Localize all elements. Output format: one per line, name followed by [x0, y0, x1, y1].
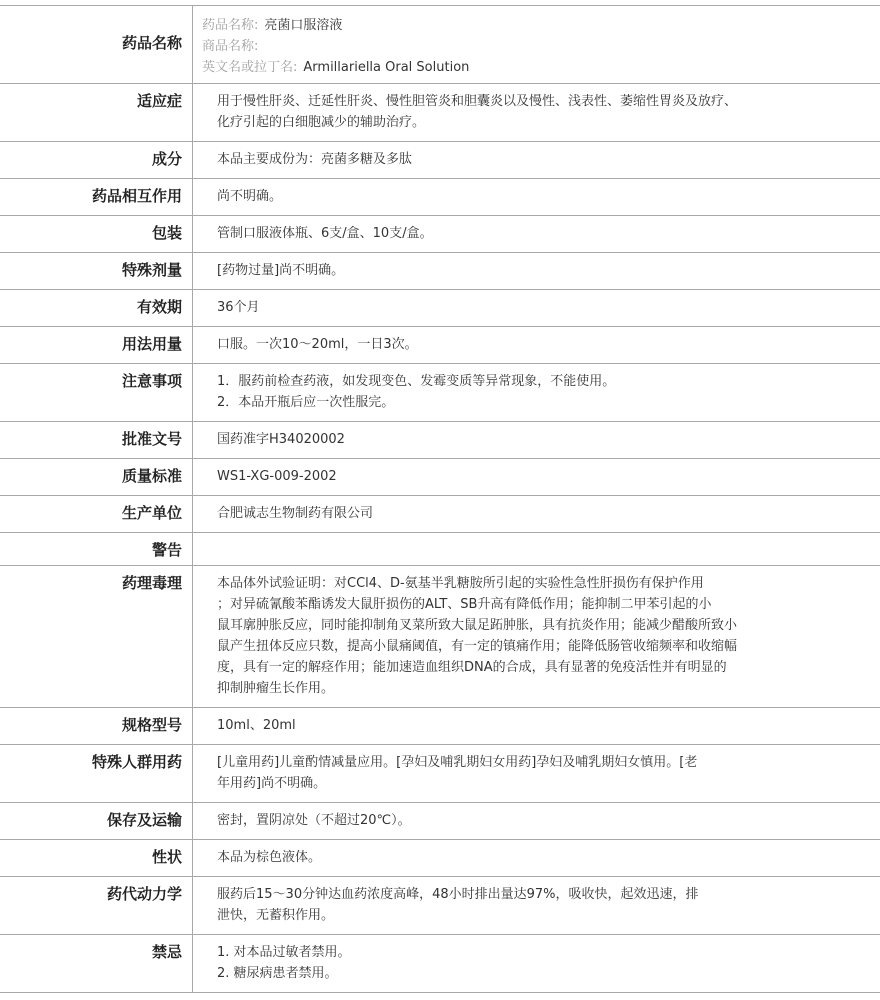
value-line: 本品主要成份为：亮菌多糖及多肽: [217, 152, 413, 167]
trade-name-key: 商品名称:: [202, 39, 259, 54]
row-value: [192, 84, 880, 141]
value-line: 1．服药前检查药液，如发现变色、发霉变质等异常现象，不能使用。: [217, 374, 616, 389]
row-value: [192, 327, 880, 363]
row-value: [192, 566, 880, 707]
row-value: [192, 422, 880, 458]
table-row: [0, 707, 880, 744]
row-value: [192, 877, 880, 934]
table-row: [0, 252, 880, 289]
table-row: [0, 458, 880, 495]
generic-name-line: [202, 15, 880, 36]
table-row: [0, 215, 880, 252]
row-value: [192, 459, 880, 495]
table-row: [0, 744, 880, 802]
row-label: 保存及运输: [106, 811, 182, 829]
row-label: 特殊人群用药: [91, 753, 182, 771]
value-line: 1. 对本品过敏者禁用。: [217, 945, 351, 960]
value-line: 10ml、20ml: [217, 718, 296, 733]
row-label: 禁忌: [151, 943, 182, 961]
value-line: ；对异硫氰酸苯酯诱发大鼠肝损伤的ALT、SB升高有降低作用；能抑制二甲苯引起的小: [217, 597, 712, 612]
table-row: [0, 289, 880, 326]
row-label: 规格型号: [121, 716, 182, 734]
table-row: [0, 839, 880, 876]
row-value: [192, 840, 880, 876]
value-line: 本品为棕色液体。: [217, 850, 322, 865]
row-label: 药代动力学: [106, 885, 182, 903]
value-line: 泄快，无蓄积作用。: [217, 908, 335, 923]
drug-info-table: [0, 5, 880, 993]
table-row: [0, 421, 880, 458]
row-label: 特殊剂量: [121, 261, 182, 279]
table-row: [0, 532, 880, 565]
value-line: 鼠耳廓肿胀反应，同时能抑制角叉菜所致大鼠足跖肿胀，具有抗炎作用；能减少醋酸所致小: [217, 618, 738, 633]
table-row: [0, 326, 880, 363]
row-label: 质量标准: [121, 467, 182, 485]
row-value: [192, 142, 880, 178]
row-label: 适应症: [136, 92, 182, 110]
row-value: [192, 708, 880, 744]
value-line: 管制口服液体瓶、6支/盒、10支/盒。: [217, 226, 433, 241]
row-label: 注意事项: [121, 372, 182, 390]
row-label: 警告: [151, 541, 182, 559]
row-label: 药品相互作用: [91, 187, 182, 205]
row-value: [192, 253, 880, 289]
table-row: [0, 802, 880, 839]
value-line: 抑制肿瘤生长作用。: [217, 681, 335, 696]
table-row: [0, 876, 880, 934]
table-row: [0, 495, 880, 532]
value-line: 口服。一次10～20ml，一日3次。: [217, 337, 418, 352]
row-value: [192, 179, 880, 215]
table-row: [0, 178, 880, 215]
generic-name-value: 亮菌口服溶液: [264, 18, 343, 33]
english-name-value: Armillariella Oral Solution: [303, 60, 470, 75]
value-line: 用于慢性肝炎、迁延性肝炎、慢性胆管炎和胆囊炎以及慢性、浅表性、萎缩性胃炎及放疗、: [217, 94, 738, 109]
row-label: 用法用量: [121, 335, 182, 353]
value-line: 国药准字H34020002: [217, 432, 345, 447]
row-value: [192, 496, 880, 532]
value-line: [儿童用药]儿童酌情减量应用。[孕妇及哺乳期妇女用药]孕妇及哺乳期妇女慎用。[老: [217, 755, 698, 770]
row-label: 有效期: [136, 298, 182, 316]
row-label: 成分: [151, 150, 182, 168]
table-body: [0, 83, 880, 993]
table-row: [0, 141, 880, 178]
row-value: [192, 803, 880, 839]
table-row: [0, 565, 880, 707]
row-value: [192, 533, 880, 565]
value-line: 合肥诚志生物制药有限公司: [217, 506, 374, 521]
value-line: [药物过量]尚不明确。: [217, 263, 345, 278]
row-value: [192, 364, 880, 421]
row-value: [192, 290, 880, 326]
value-line: 2. 糖尿病患者禁用。: [217, 966, 338, 981]
value-line: 度，具有一定的解痉作用；能加速造血组织DNA的合成，具有显著的免疫活性并有明显的: [217, 660, 727, 675]
table-row: [0, 83, 880, 141]
value-line: 化疗引起的白细胞减少的辅助治疗。: [217, 115, 426, 130]
row-label: 生产单位: [121, 504, 182, 522]
row-label: 性状: [151, 848, 182, 866]
value-line: WS1-XG-009-2002: [217, 469, 337, 484]
row-value: [192, 935, 880, 992]
drug-names-cell: [192, 6, 880, 83]
value-line: 本品体外试验证明：对CCl4、D-氨基半乳糖胺所引起的实验性急性肝损伤有保护作用: [217, 576, 704, 591]
row-label: 药品名称: [121, 34, 182, 52]
value-line: 2．本品开瓶后应一次性服完。: [217, 395, 395, 410]
english-name-key: 英文名或拉丁名:: [202, 60, 298, 75]
trade-name-line: [202, 36, 880, 57]
table-row: [0, 363, 880, 421]
value-line: 鼠产生扭体反应只数，提高小鼠痛阈值，有一定的镇痛作用；能降低肠管收缩频率和收缩幅: [217, 639, 738, 654]
generic-name-key: 药品名称:: [202, 18, 259, 33]
table-row: [0, 934, 880, 993]
row-label: 批准文号: [121, 430, 182, 448]
value-line: 密封，置阴凉处（不超过20℃）。: [217, 813, 411, 828]
value-line: 尚不明确。: [217, 189, 283, 204]
value-line: 服药后15～30分钟达血药浓度高峰，48小时排出量达97%，吸收快，起效迅速，排: [217, 887, 699, 902]
value-line: 36个月: [217, 300, 260, 315]
row-label: 包装: [151, 224, 182, 242]
row-value: [192, 745, 880, 802]
value-line: 年用药]尚不明确。: [217, 776, 327, 791]
english-name-line: [202, 57, 880, 78]
table-row-drug-names: [0, 5, 880, 83]
row-label: 药理毒理: [121, 574, 182, 592]
row-value: [192, 216, 880, 252]
